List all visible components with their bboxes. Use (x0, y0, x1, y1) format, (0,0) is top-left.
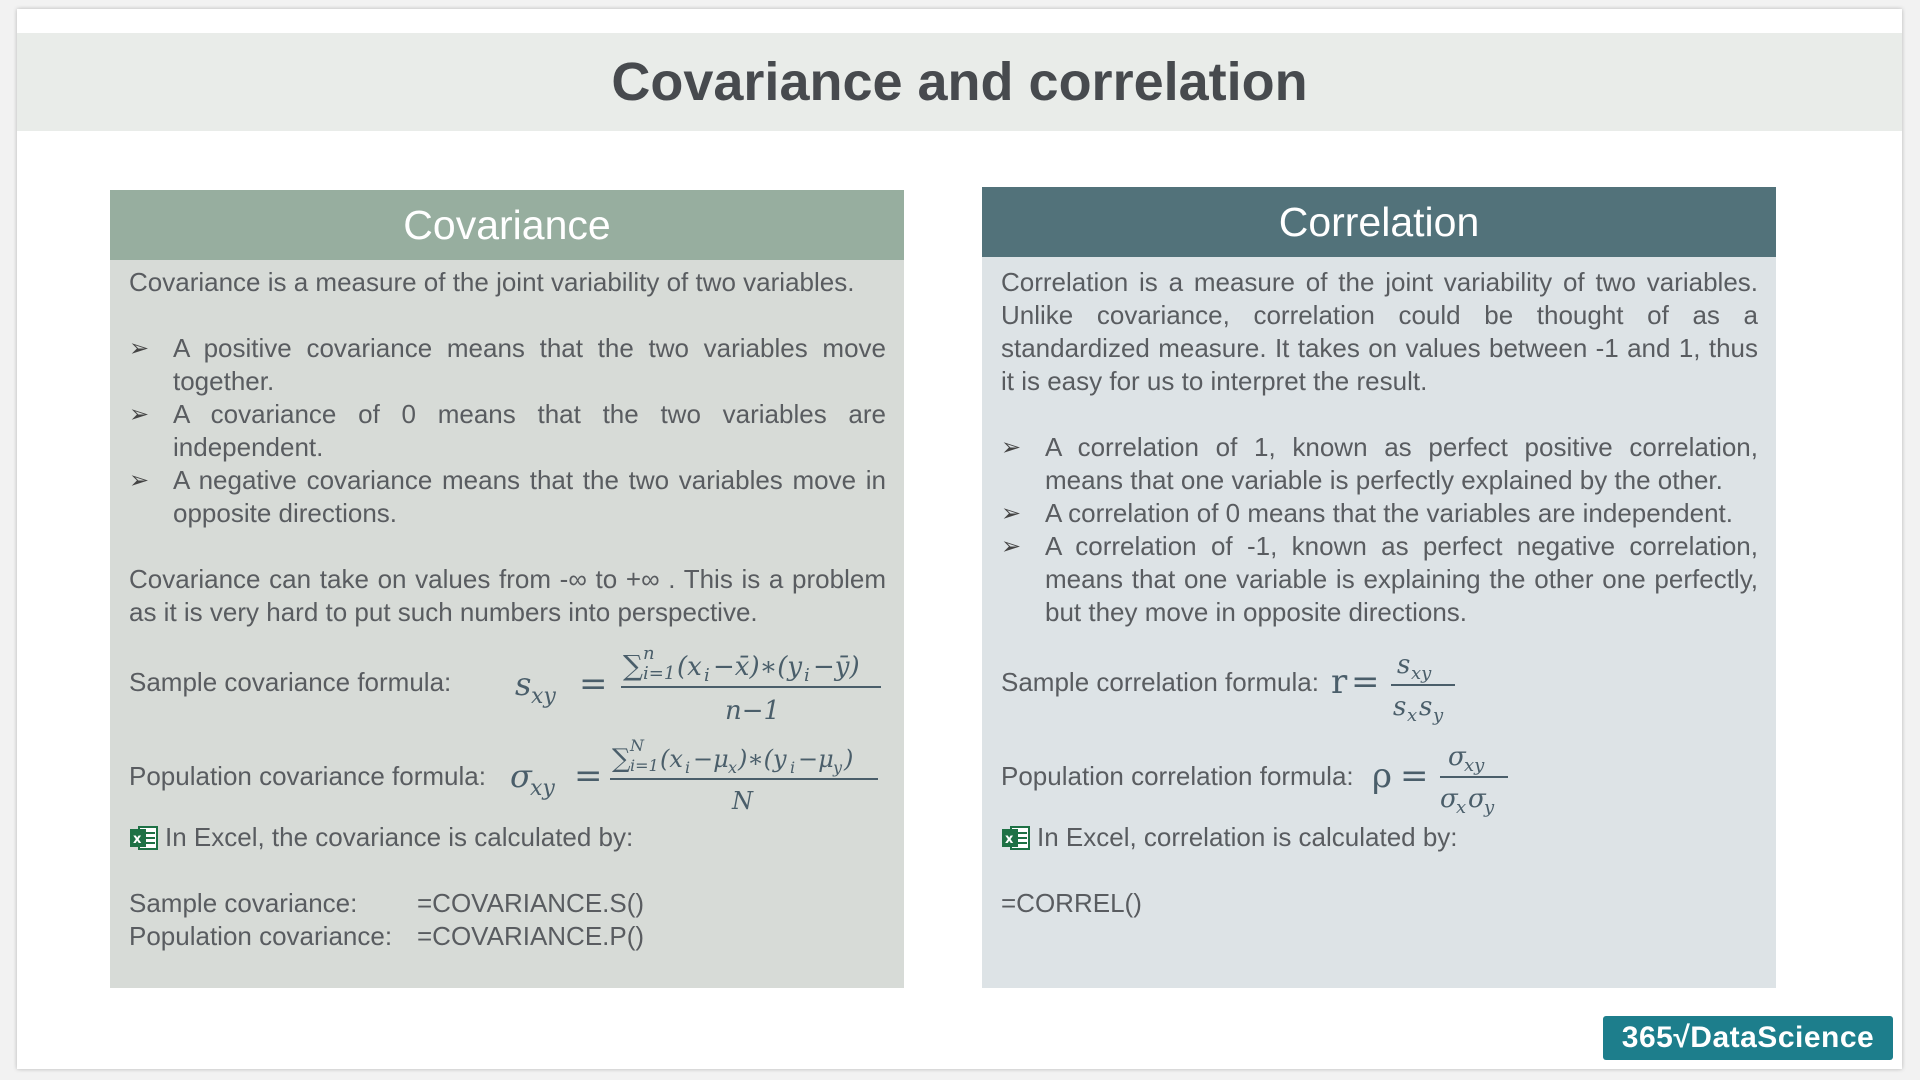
excel-icon (129, 824, 159, 852)
svg-text:y: y (832, 758, 843, 777)
covariance-range-text: Covariance can take on values from -∞ to +∞ . This is a problem as it is very hard to put such numbers into perspective. (129, 564, 886, 627)
svg-text:i: i (704, 665, 711, 686)
sample-covariance-formula-row (129, 637, 886, 727)
svg-text:(x: (x (677, 652, 703, 682)
svg-text:s: s (1396, 650, 1411, 680)
population-correlation-formula-row (1001, 733, 1758, 819)
svg-text:n: n (643, 643, 655, 664)
svg-text:σ: σ (509, 757, 532, 795)
sample-correlation-formula (1331, 639, 1471, 725)
svg-text:s: s (1418, 692, 1433, 722)
svg-text:σ: σ (1439, 784, 1458, 814)
arrow-bullet-icon: ➢ (1001, 434, 1022, 461)
svg-text:(x: (x (659, 745, 683, 773)
svg-text:i: i (804, 665, 811, 686)
svg-text:x: x (1455, 797, 1466, 817)
population-covariance-formula-row (129, 733, 886, 819)
population-correlation-label: Population correlation formula: (1001, 760, 1354, 791)
svg-text:i: i (684, 758, 691, 777)
correlation-excel-line (1001, 821, 1758, 854)
covariance-bullet-list (129, 332, 886, 530)
svg-text:N: N (629, 736, 644, 755)
arrow-bullet-icon: ➢ (1001, 500, 1022, 527)
sample-covariance-formula (515, 639, 885, 725)
arrow-bullet-icon: ➢ (1001, 533, 1022, 560)
svg-text:−μ: −μ (797, 745, 834, 773)
population-covariance-function: =COVARIANCE.P() (417, 921, 645, 951)
sample-correlation-label: Sample correlation formula: (1001, 666, 1319, 697)
svg-text:=: = (573, 756, 603, 796)
correlation-heading: Correlation (982, 187, 1776, 257)
svg-text:x: x (727, 758, 738, 777)
sample-covariance-function: =COVARIANCE.S() (417, 888, 645, 918)
svg-text:xy: xy (529, 776, 555, 801)
list-item: ➢ A correlation of -1, known as perfect negative correlation, means that one variable is explaining the other one perfectly, but they move in opposite directions. (1001, 531, 1758, 627)
sample-covariance-excel-row: Sample covariance: =COVARIANCE.S() (129, 888, 645, 918)
covariance-intro: Covariance is a measure of the joint variability of two variables. (129, 267, 855, 297)
svg-text:s: s (1392, 692, 1407, 722)
sample-covariance-label: Sample covariance formula: (129, 666, 452, 697)
svg-text:−μ: −μ (692, 745, 729, 773)
svg-text:s: s (515, 665, 532, 703)
list-item: ➢ A correlation of 0 means that the variables are independent. (1001, 498, 1733, 528)
svg-text:i=1: i=1 (643, 663, 676, 684)
svg-text:xy: xy (531, 684, 557, 709)
svg-text:−x̄)∗(y: −x̄)∗(y (713, 652, 803, 682)
svg-text:N: N (731, 787, 753, 815)
population-covariance-label: Population covariance formula: (129, 760, 486, 791)
list-item: ➢ A positive covariance means that the two variables move together. (129, 333, 886, 396)
title-bar (17, 33, 1902, 131)
svg-text:σ: σ (1467, 784, 1486, 814)
svg-text:x: x (1406, 705, 1418, 725)
arrow-bullet-icon: ➢ (129, 401, 150, 428)
list-item: ➢ A covariance of 0 means that the two variables are independent. (129, 399, 886, 462)
svg-text:∑: ∑ (611, 744, 631, 774)
covariance-heading: Covariance (110, 190, 904, 260)
list-item: ➢ A correlation of 1, known as perfect positive correlation, means that one variable is perfectly explained by the other. (1001, 432, 1758, 495)
svg-text:xy: xy (1410, 663, 1432, 684)
svg-text:i=1: i=1 (629, 756, 659, 775)
correlation-body (982, 257, 1776, 920)
page-title: Covariance and correlation (611, 52, 1308, 112)
brand-logo: 365√DataScience (1603, 1016, 1893, 1060)
list-item: ➢ A negative covariance means that the two variables move in opposite directions. (129, 465, 886, 528)
population-covariance-formula (510, 735, 882, 817)
svg-text:−ȳ): −ȳ) (813, 652, 860, 682)
arrow-bullet-icon: ➢ (129, 335, 150, 362)
covariance-excel-line (129, 821, 886, 854)
correlation-panel (982, 187, 1776, 988)
arrow-bullet-icon: ➢ (129, 467, 150, 494)
svg-text:y: y (1432, 705, 1444, 725)
population-correlation-formula (1372, 735, 1522, 817)
population-covariance-excel-row: Population covariance: =COVARIANCE.P() (129, 921, 645, 951)
excel-icon (1001, 824, 1031, 852)
svg-text:n−1: n−1 (725, 696, 781, 725)
svg-text:r: r (1330, 662, 1348, 702)
svg-text:): ) (843, 745, 854, 773)
svg-text:∑: ∑ (623, 649, 644, 682)
svg-text:xy: xy (1463, 755, 1484, 776)
svg-text:)∗(y: )∗(y (737, 745, 787, 773)
correlation-function: =CORREL() (1001, 888, 1142, 918)
svg-text:σ: σ (1447, 742, 1466, 772)
svg-text:=: = (1350, 662, 1380, 702)
correlation-bullet-list (1001, 431, 1758, 629)
svg-text:y: y (1483, 797, 1494, 817)
covariance-body (110, 260, 904, 953)
svg-text:ρ: ρ (1371, 756, 1392, 796)
covariance-excel-text: In Excel, the covariance is calculated by: (165, 822, 634, 852)
svg-text:=: = (1399, 756, 1429, 796)
correlation-excel-text: In Excel, correlation is calculated by: (1037, 822, 1458, 852)
covariance-panel (110, 190, 904, 988)
svg-text:x: x (1005, 831, 1014, 847)
correlation-intro: Correlation is a measure of the joint variability of two variables. Unlike covariance, correlation could be thought of as a standardized measure. It takes on values between -1 and 1, thus it is easy for us to interpret the result. (1001, 267, 1758, 396)
svg-text:=: = (579, 664, 608, 704)
sample-correlation-formula-row (1001, 637, 1758, 727)
svg-text:x: x (133, 831, 142, 847)
svg-text:i: i (789, 758, 796, 777)
